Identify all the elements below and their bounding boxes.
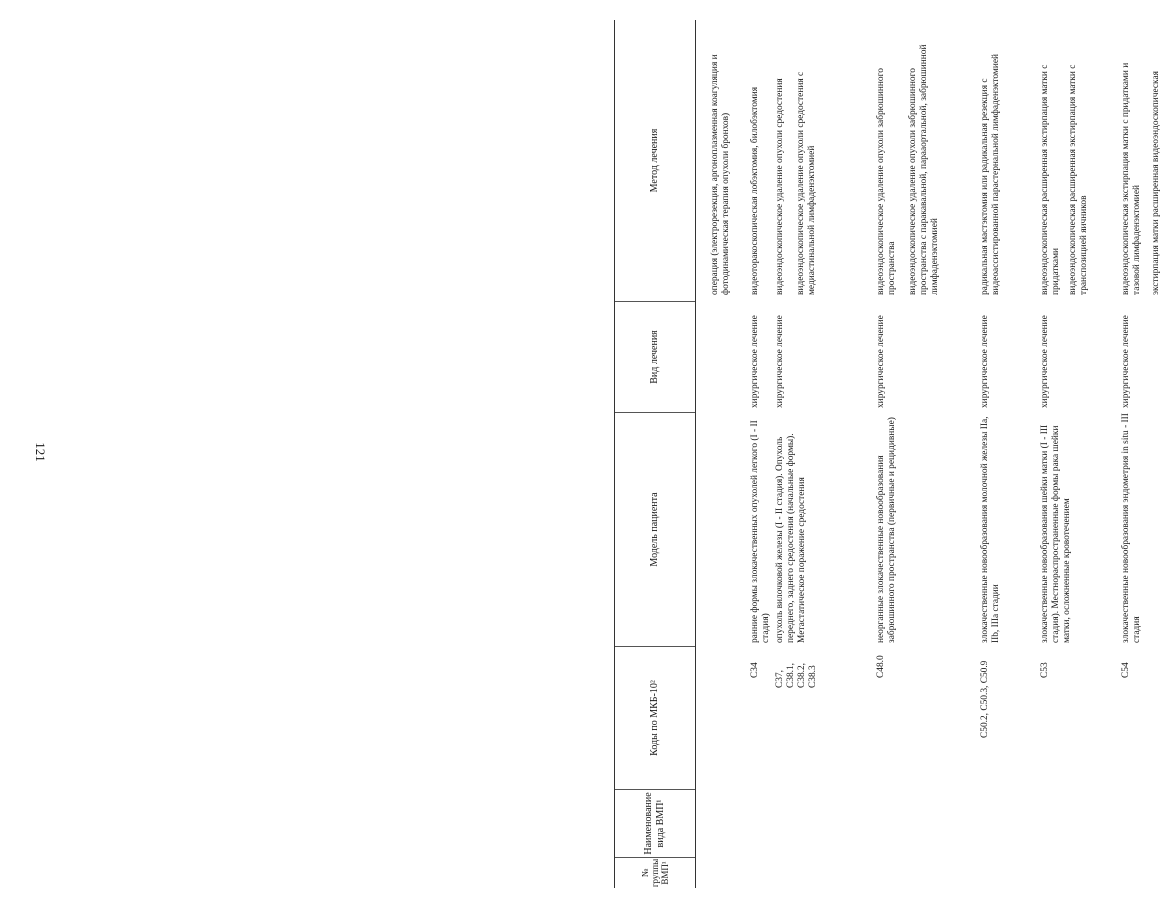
column-divider xyxy=(615,301,695,302)
treatment-type: хирургическое лечение xyxy=(1040,315,1050,408)
icd-code: C50.2, C50.3, C50.9 xyxy=(980,660,990,738)
patient-model: опухоль вилочковой железы (I - II стадия). Опухоль переднего, заднего средостения (начальные формы). Метастатическое поражение средостения xyxy=(775,433,807,643)
header-icd-codes: Коды по МКБ-10² xyxy=(649,680,660,756)
table-header xyxy=(614,20,696,888)
treatment-method: видеоэндоскопическое удаление опухоли забрюшинного пространства xyxy=(876,68,897,295)
column-divider xyxy=(615,646,695,647)
patient-model: ранние формы злокачественных опухолей легкого (I - II стадия) xyxy=(750,420,771,643)
treatment-method-alt: экстирпация матки расширенная видеоэндоскопическая xyxy=(1151,71,1161,295)
treatment-method-group xyxy=(1121,30,1164,295)
patient-model: злокачественные новообразования молочной железы IIa, IIb, IIIa стадии xyxy=(980,416,1001,643)
header-vmp-name: Наименование вида ВМП¹ xyxy=(643,792,666,855)
treatment-method: видеоторакоскопическая лобэктомия, билобэктомия xyxy=(750,86,760,295)
patient-model: злокачественные новообразования эндометрия in situ - III стадия xyxy=(1121,413,1142,643)
header-patient-model: Модель пациента xyxy=(649,492,660,567)
column-divider xyxy=(615,412,695,413)
patient-model: злокачественные новообразования шейки матки (I - III стадия). Местнораспространенные формы рака шейки матки, осложненные кровотечением xyxy=(1040,424,1072,643)
treatment-type: хирургическое лечение xyxy=(876,315,886,408)
treatment-method-alt: видеоэндоскопическая расширенная экстирпация матки с транспозицией яичников xyxy=(1068,64,1089,295)
column-divider xyxy=(615,857,695,858)
treatment-method-alt: видеоэндоскопическое удаление опухоли забрюшинного пространства с паракавальной, парааортальной, забрюшинной лимфаденэктомией xyxy=(908,44,940,295)
treatment-method: видеоэндоскопическая расширенная экстирпация матки с придатками xyxy=(1040,64,1061,295)
treatment-type: хирургическое лечение xyxy=(750,315,760,408)
icd-code: C37, C38.1, C38.2, C38.3 xyxy=(775,662,818,688)
rotated-page xyxy=(614,20,1169,888)
page-number: 121 xyxy=(33,442,48,462)
treatment-type: хирургическое лечение xyxy=(980,315,990,408)
treatment-method: видеоэндоскопическое удаление опухоли средостения xyxy=(775,78,785,295)
icd-code: C54 xyxy=(1121,662,1131,678)
icd-code: C53 xyxy=(1040,662,1050,678)
treatment-table xyxy=(614,20,1169,888)
header-group-no: № группы ВМП¹ xyxy=(640,858,670,888)
icd-code: C34 xyxy=(750,662,760,678)
treatment-type: хирургическое лечение xyxy=(1121,315,1131,408)
icd-code: C48.0 xyxy=(876,655,886,678)
patient-model: неорганные злокачественные новообразования забрюшинного пространства (первичные и рецидивные) xyxy=(876,417,897,643)
header-treatment-method: Метод лечения xyxy=(649,128,660,193)
treatment-method-group xyxy=(876,30,943,295)
treatment-method-group xyxy=(775,30,820,295)
column-divider xyxy=(615,789,695,790)
treatment-method-group xyxy=(1040,30,1092,295)
table-row xyxy=(710,30,734,295)
treatment-type: хирургическое лечение xyxy=(775,315,785,408)
treatment-method: радикальная мастэктомия или радикальная резекция с видеоассистированной парастернальной лимфаденэктомией xyxy=(980,53,1001,295)
header-treatment-type: Вид лечения xyxy=(649,330,660,384)
treatment-method-alt: видеоэндоскопическое удаление опухоли средостения с медиастинальной лимфаденэктомией xyxy=(796,71,817,295)
treatment-method: видеоэндоскопическая экстирпация матки с придатками и тазовой лимфаденэктомией xyxy=(1121,62,1142,295)
treatment-method: операция (электрорезекция, аргоноплазменная коагуляция и фотодинамическая терапия опухоли бронхов) xyxy=(710,54,731,295)
